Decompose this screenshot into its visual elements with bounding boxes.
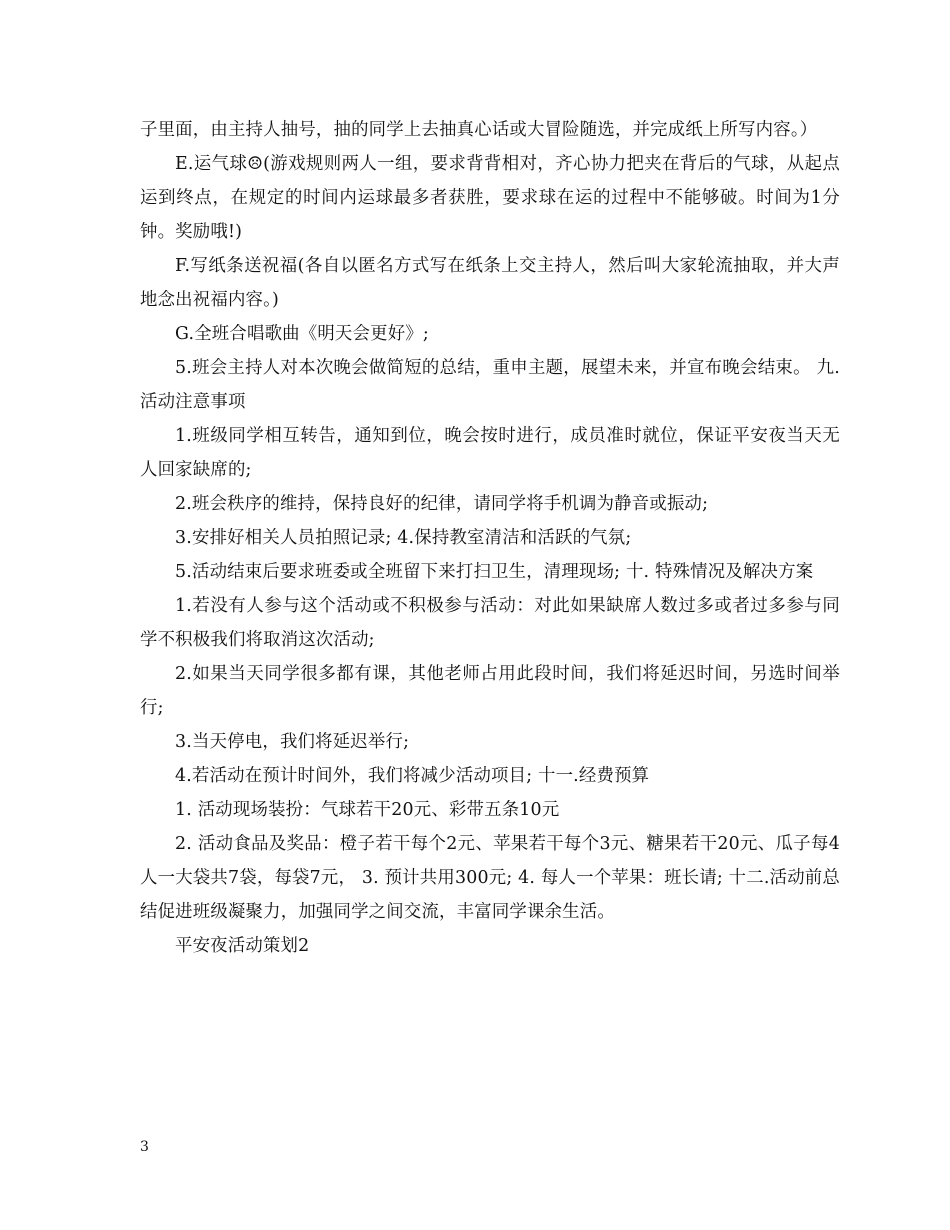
paragraph: 3.当天停电，我们将延迟举行; xyxy=(175,732,410,752)
paragraph: 5.班会主持人对本次晚会做简短的总结，重申主题，展望未来，并宣布晚会结束。 九. 活动注意事项 xyxy=(140,358,840,412)
section-heading: 平安夜活动策划2 xyxy=(175,936,310,956)
paragraph: 1. 活动现场装扮：气球若干20元、彩带五条10元 xyxy=(175,800,560,820)
paragraph: 2.班会秩序的维持，保持良好的纪律，请同学将手机调为静音或振动; xyxy=(175,494,709,514)
paragraph: 1.若没有人参与这个活动或不积极参与活动：对此如果缺席人数过多或者过多参与同学不积极我们将取消这次活动; xyxy=(140,596,840,650)
paragraph: 4.若活动在预计时间外，我们将减少活动项目; 十一.经费预算 xyxy=(175,766,650,786)
paragraph: 1.班级同学相互转告，通知到位，晚会按时进行，成员准时就位，保证平安夜当天无人回家缺席的; xyxy=(140,426,840,480)
paragraph: 3.安排好相关人员拍照记录; 4.保持教室清洁和活跃的气氛; xyxy=(175,528,632,548)
paragraph: 子里面，由主持人抽号，抽的同学上去抽真心话或大冒险随选，并完成纸上所写内容。） xyxy=(140,120,818,140)
paragraph: 5.活动结束后要求班委或全班留下来打扫卫生，清理现场; 十. 特殊情况及解决方案 xyxy=(175,562,814,582)
paragraph: G.全班合唱歌曲《明天会更好》; xyxy=(175,324,429,344)
page-number: 3 xyxy=(140,1139,149,1155)
document-body xyxy=(140,113,840,963)
paragraph: E.运气球☹(游戏规则两人一组，要求背背相对，齐心协力把夹在背后的气球，从起点运到终点，在规定的时间内运球最多者获胜，要求球在运的过程中不能够破。时间为1分钟。奖励哦!) xyxy=(140,154,840,242)
paragraph: F.写纸条送祝福(各自以匿名方式写在纸条上交主持人，然后叫大家轮流抽取，并大声地念出祝福内容。) xyxy=(140,256,840,310)
paragraph: 2. 活动食品及奖品：橙子若干每个2元、苹果若干每个3元、糖果若干20元、瓜子每4人一大袋共7袋，每袋7元， 3. 预计共用300元; 4. 每人一个苹果：班长请; 十二.活动前总结促进班级凝聚力，加强同学之间交流，丰富同学课余生活。 xyxy=(140,834,840,922)
paragraph: 2.如果当天同学很多都有课，其他老师占用此段时间，我们将延迟时间，另选时间举行; xyxy=(140,664,840,718)
